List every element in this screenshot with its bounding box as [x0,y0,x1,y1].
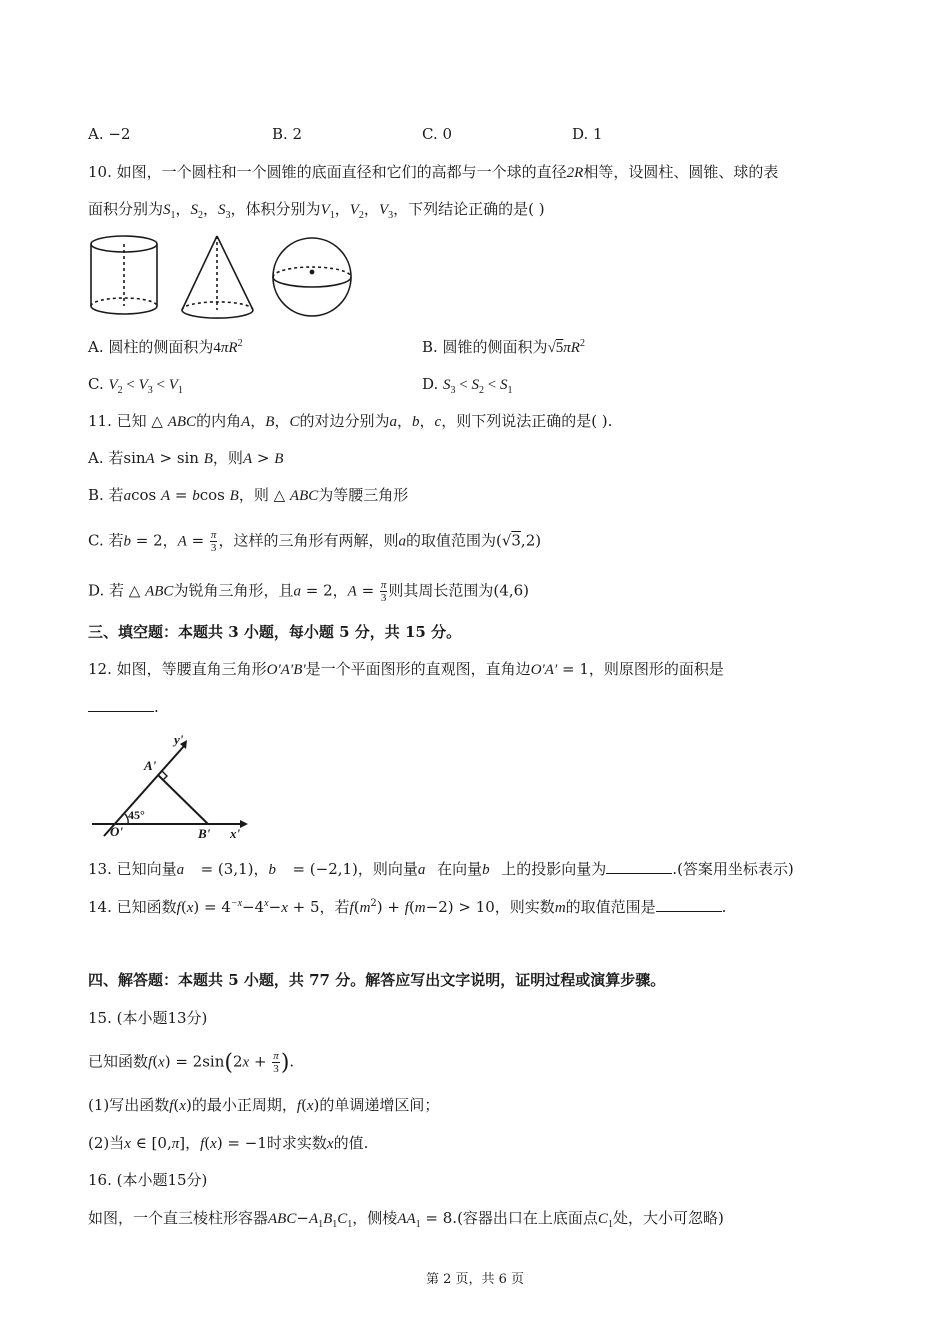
point-o-label: O' [110,824,123,839]
q15-stem: 已知函数f(x) = 2sin(2x + $\frac{\pi}{3}$ ). [88,1050,295,1076]
q9-option-c: C. 0 [422,125,453,143]
q14-stem: 14. 已知函数$f(x) = 4^{-x}-4^x-x + 5$，若$f(m^2) + f(m-2) > 10$，则实数m的取值范围是 . [88,898,727,916]
triangle-side-ab [158,775,208,824]
q11-option-a: A. 若sinA > sin B，则A > B [88,449,284,467]
q11-option-d: D. 若 △ ABC为锐角三角形，且a = 2，A = $\frac{\pi}{3}$ 则其周长范围为(4,6) [88,579,529,604]
answer-blank[interactable] [656,897,722,912]
q10-option-c: C. $V_2 < V_3 < V_1$ [88,375,183,396]
q10-stem-line1: 10. 如图，一个圆柱和一个圆锥的底面直径和它们的高都与一个球的直径2R相等，设圆柱、圆锥、球的表 [88,163,779,181]
section-3-heading: 三、填空题：本题共 3 小题，每小题 5 分，共 15 分。 [88,623,462,641]
point-b-label: B' [198,826,211,841]
q12-stem: 12. 如图，等腰直角三角形O′A′B′是一个平面图形的直观图，直角边O′A′ = 1，则原图形的面积是 [88,660,724,678]
q11-option-c: C. 若b = 2，A = $\frac{\pi}{3}$ ，这样的三角形有两解，则a的取值范围为(√3,2) [88,529,542,554]
sphere-figure [273,238,351,316]
q10-option-b: B. 圆锥的侧面积为$√5\pi R^2$ [422,338,585,356]
q12-figure [88,730,253,842]
y-axis-label: y' [174,732,184,747]
q12-answer-line: . [88,697,159,717]
q11-option-b: B. 若acos A = bcos B，则 △ ABC为等腰三角形 [88,486,409,504]
q15-part-2: (2)当x ∈ [0,π]，f(x) = −1时求实数x的值. [88,1134,369,1152]
q10-stem-line2: 面积分别为$S_1$，$S_2$，$S_3$，体积分别为$V_1$，$V_2$，$V_3$，下列结论正确的是( ) [88,200,545,221]
angle-label: 45° [128,808,145,822]
page-footer: 第 2 页，共 6 页 [425,1272,525,1287]
q13-stem: 13. 已知向量a⃗ = (3,1)，b⃗ = (−2,1)，则向量a⃗在向量b⃗上的投影向量为 .(答案用坐标表示) [88,860,794,878]
answer-blank[interactable] [88,697,154,712]
point-a-label: A' [144,758,157,773]
q15-part-1: (1)写出函数f(x)的最小正周期，f(x)的单调递增区间； [88,1096,440,1114]
q11-stem: 11. 已知 △ ABC的内角A，B，C的对边分别为a，b，c，则下列说法正确的是( ). [88,412,613,430]
section-4-heading: 四、解答题：本题共 5 小题，共 77 分。解答应写出文字说明，证明过程或演算步骤。 [88,971,666,989]
q9-option-d: D. 1 [572,125,603,143]
q15-header: 15. (本小题13分) [88,1009,208,1027]
q9-option-a: A. −2 [88,125,131,143]
answer-blank[interactable] [606,859,672,874]
cone-figure [182,236,253,318]
q16-stem: 如图，一个直三棱柱形容器$ABC-A_1B_1C_1$，侧棱$AA_1 = 8$.(容器出口在上底面点$C_1$处，大小可忽略) [88,1209,724,1230]
q10-figure [86,232,362,324]
x-axis-label: x' [230,826,241,841]
q9-option-b: B. 2 [272,125,303,143]
q16-header: 16. (本小题15分) [88,1171,208,1189]
q10-option-a: A. 圆柱的侧面积为$4\pi R^2$ [88,338,243,356]
q10-option-d: D. $S_3 < S_2 < S_1$ [422,375,513,396]
cylinder-figure [91,236,157,314]
x-axis-arrow-icon [240,820,248,828]
